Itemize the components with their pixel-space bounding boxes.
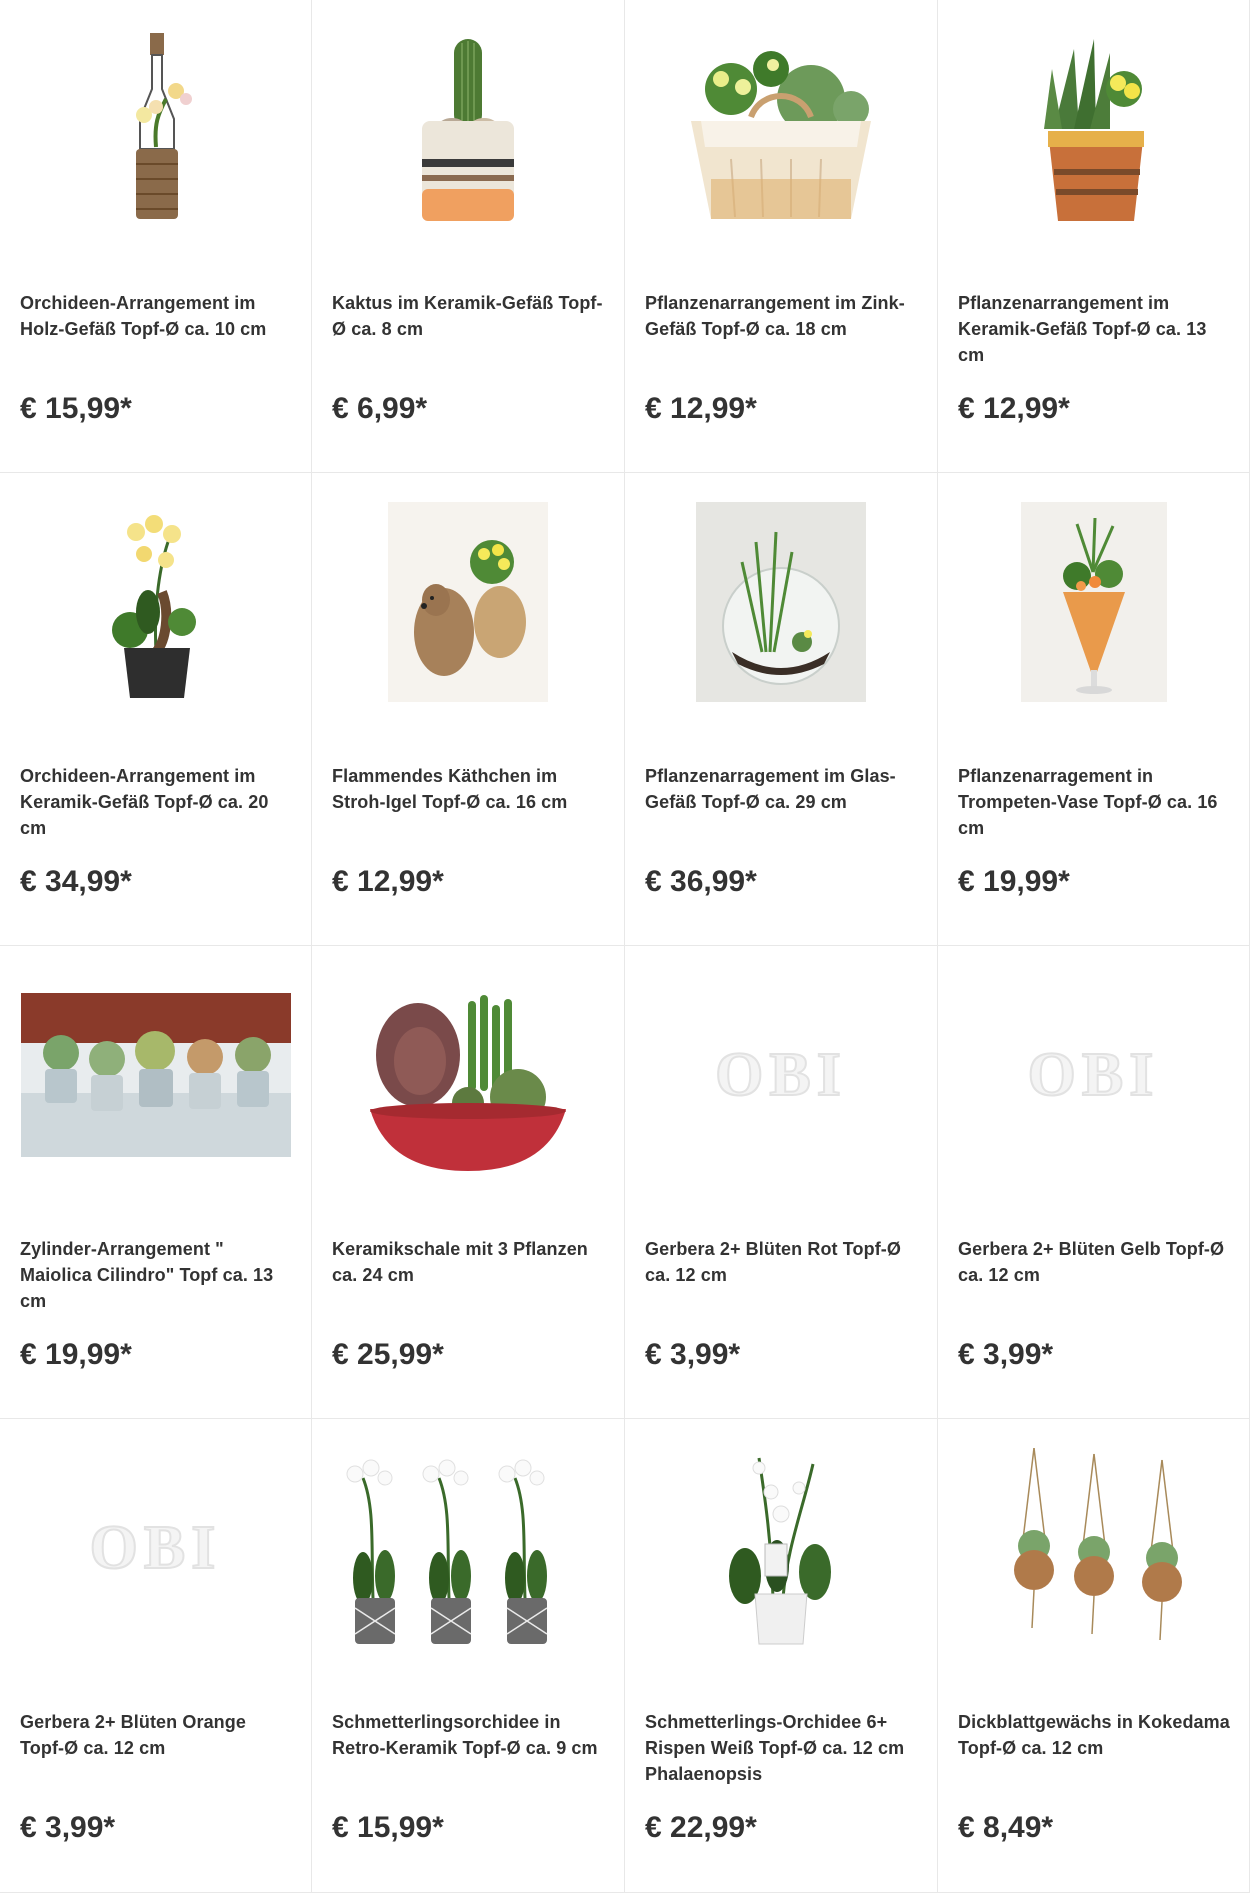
product-image[interactable] — [645, 497, 917, 707]
product-image[interactable] — [20, 970, 291, 1180]
product-price: € 3,99* — [20, 1811, 116, 1844]
product-image[interactable] — [20, 24, 291, 234]
product-card[interactable] — [625, 0, 938, 473]
product-title[interactable]: Schmetterlingsorchidee in Retro-Keramik Topf-Ø ca. 9 cm — [332, 1712, 598, 1758]
product-price: € 12,99* — [645, 392, 757, 425]
product-image[interactable] — [332, 1443, 604, 1653]
product-title[interactable]: Pflanzenarrangement im Zink-Gefäß Topf-Ø ca. 18 cm — [645, 293, 905, 339]
product-title[interactable]: Pflanzenarragement in Trompeten-Vase Topf-Ø ca. 16 cm — [958, 766, 1218, 838]
product-image[interactable] — [958, 24, 1229, 234]
product-image[interactable] — [332, 24, 604, 234]
obi-logo-placeholder: OBI — [89, 1513, 222, 1582]
product-image[interactable] — [20, 497, 291, 707]
product-image[interactable] — [645, 1443, 917, 1653]
product-title[interactable]: Pflanzenarragement im Glas-Gefäß Topf-Ø ca. 29 cm — [645, 766, 896, 812]
product-price: € 36,99* — [645, 865, 757, 898]
product-title[interactable]: Orchideen-Arrangement im Keramik-Gefäß Topf-Ø ca. 20 cm — [20, 766, 269, 838]
product-card[interactable] — [625, 946, 938, 1419]
product-card[interactable] — [938, 0, 1250, 473]
product-card[interactable] — [938, 1419, 1250, 1893]
product-title[interactable]: Gerbera 2+ Blüten Orange Topf-Ø ca. 12 cm — [20, 1712, 246, 1758]
product-title[interactable]: Gerbera 2+ Blüten Rot Topf-Ø ca. 12 cm — [645, 1239, 901, 1285]
product-price: € 6,99* — [332, 392, 428, 425]
product-card[interactable] — [312, 946, 625, 1419]
product-title[interactable]: Keramikschale mit 3 Pflanzen ca. 24 cm — [332, 1239, 588, 1285]
obi-logo-placeholder: OBI — [1027, 1040, 1160, 1109]
product-title[interactable]: Gerbera 2+ Blüten Gelb Topf-Ø ca. 12 cm — [958, 1239, 1225, 1285]
product-title[interactable]: Schmetterlings-Orchidee 6+ Rispen Weiß Topf-Ø ca. 12 cm Phalaenopsis — [645, 1712, 905, 1784]
product-card[interactable] — [312, 1419, 625, 1893]
product-price: € 34,99* — [20, 865, 132, 898]
product-card[interactable] — [938, 473, 1250, 946]
obi-logo-placeholder: OBI — [715, 1040, 847, 1109]
product-title[interactable]: Zylinder-Arrangement " Maiolica Cilindro" Topf ca. 13 cm — [20, 1239, 274, 1311]
product-price: € 12,99* — [958, 392, 1070, 425]
product-image[interactable] — [645, 24, 917, 234]
product-price: € 19,99* — [958, 865, 1070, 898]
product-title[interactable]: Kaktus im Keramik-Gefäß Topf-Ø ca. 8 cm — [332, 293, 603, 339]
product-image[interactable] — [958, 970, 1229, 1180]
product-image[interactable] — [20, 1443, 291, 1653]
product-card[interactable] — [0, 473, 312, 946]
product-price: € 3,99* — [645, 1338, 741, 1371]
product-image[interactable] — [645, 970, 917, 1180]
product-price: € 22,99* — [645, 1811, 757, 1844]
product-card[interactable] — [0, 0, 312, 473]
product-image[interactable] — [958, 497, 1229, 707]
product-title[interactable]: Flammendes Käthchen im Stroh-Igel Topf-Ø ca. 16 cm — [332, 766, 568, 812]
product-price: € 15,99* — [20, 392, 132, 425]
product-image[interactable] — [958, 1443, 1229, 1653]
product-card[interactable] — [312, 0, 625, 473]
product-price: € 12,99* — [332, 865, 444, 898]
product-title[interactable]: Pflanzenarrangement im Keramik-Gefäß Topf-Ø ca. 13 cm — [958, 293, 1207, 365]
product-card[interactable] — [312, 473, 625, 946]
product-image[interactable] — [332, 497, 604, 707]
product-card[interactable] — [938, 946, 1250, 1419]
product-price: € 25,99* — [332, 1338, 444, 1371]
product-price: € 3,99* — [958, 1338, 1054, 1371]
product-card[interactable] — [625, 1419, 938, 1893]
product-card[interactable] — [0, 946, 312, 1419]
product-price: € 15,99* — [332, 1811, 444, 1844]
product-price: € 19,99* — [20, 1338, 132, 1371]
product-title[interactable]: Dickblattgewächs in Kokedama Topf-Ø ca. 12 cm — [958, 1712, 1230, 1758]
product-card[interactable] — [0, 1419, 312, 1893]
product-price: € 8,49* — [958, 1811, 1054, 1844]
product-image[interactable] — [332, 970, 604, 1180]
product-card[interactable] — [625, 473, 938, 946]
product-title[interactable]: Orchideen-Arrangement im Holz-Gefäß Topf-Ø ca. 10 cm — [20, 293, 267, 339]
